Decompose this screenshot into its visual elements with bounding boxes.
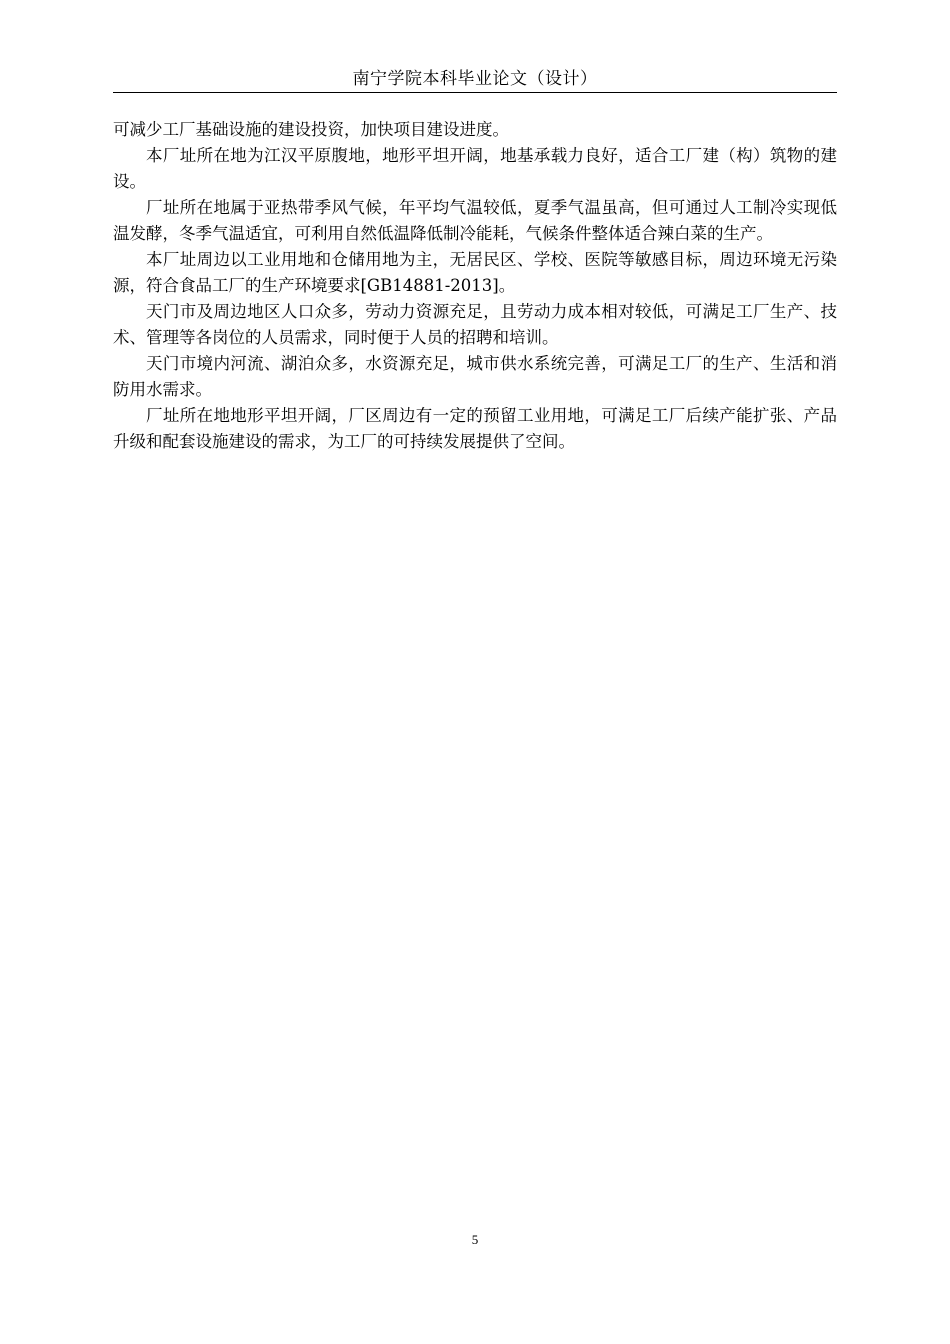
- body-text: [113, 117, 837, 455]
- paragraph-continuation: 可减少工厂基础设施的建设投资，加快项目建设进度。: [113, 120, 509, 139]
- paragraph-terrain: 本厂址所在地为江汉平原腹地，地形平坦开阔，地基承载力良好，适合工厂建（构）筑物的建设。: [113, 146, 837, 191]
- paragraph-water: 天门市境内河流、湖泊众多，水资源充足，城市供水系统完善，可满足工厂的生产、生活和消防用水需求。: [113, 354, 837, 399]
- page-number: 5: [471, 1232, 479, 1247]
- paragraph-labor: 天门市及周边地区人口众多，劳动力资源充足，且劳动力成本相对较低，可满足工厂生产、技术、管理等各岗位的人员需求，同时便于人员的招聘和培训。: [113, 302, 837, 347]
- page-header-title: 南宁学院本科毕业论文（设计）: [352, 69, 598, 89]
- paragraph-environment: 本厂址周边以工业用地和仓储用地为主，无居民区、学校、医院等敏感目标，周边环境无污染源，符合食品工厂的生产环境要求[GB14881-2013]。: [113, 250, 837, 295]
- paragraph-expansion: 厂址所在地地形平坦开阔，厂区周边有一定的预留工业用地，可满足工厂后续产能扩张、产品升级和配套设施建设的需求，为工厂的可持续发展提供了空间。: [113, 406, 837, 451]
- header-divider: [113, 92, 837, 93]
- paragraph-climate: 厂址所在地属于亚热带季风气候，年平均气温较低，夏季气温虽高，但可通过人工制冷实现低温发酵，冬季气温适宜，可利用自然低温降低制冷能耗，气候条件整体适合辣白菜的生产。: [113, 198, 837, 243]
